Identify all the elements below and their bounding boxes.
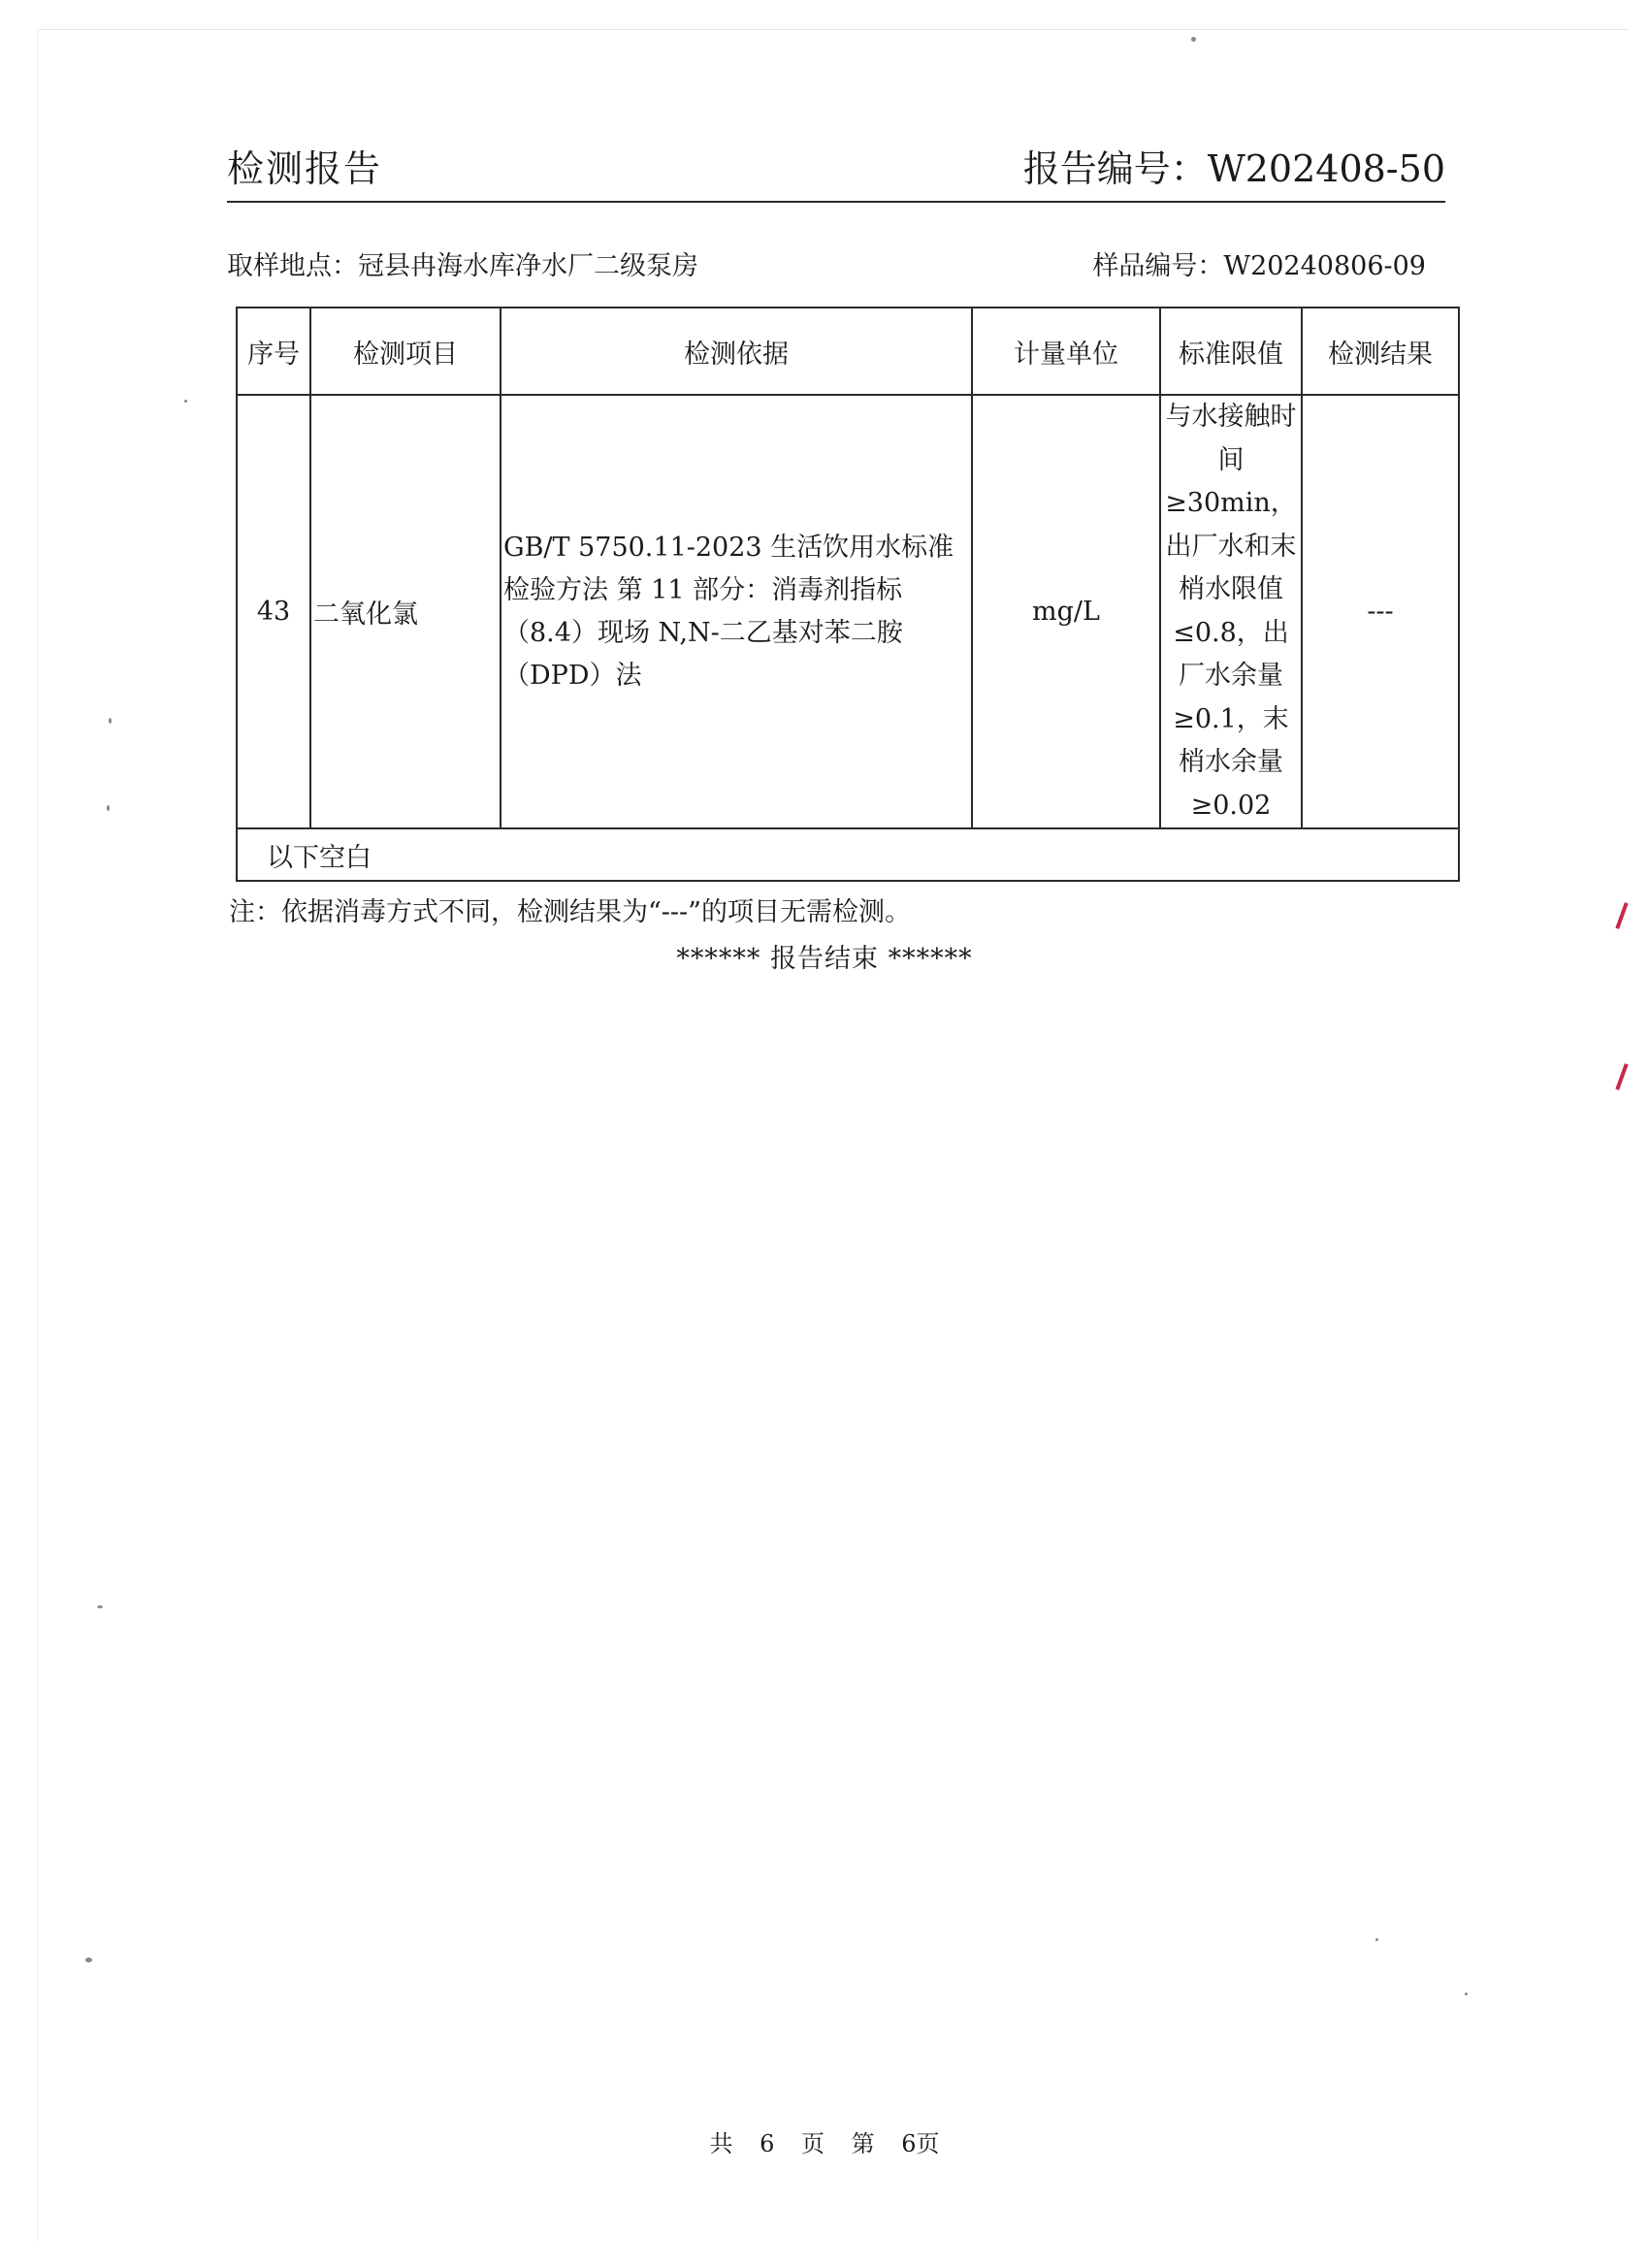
scan-speck: [107, 805, 110, 811]
cell-limit: 与水接触时间≥30min，出厂水和末梢水限值≤0.8，出厂水余量≥0.1，末梢水余量≥0.02: [1160, 395, 1302, 828]
results-table: [236, 307, 1460, 882]
scan-edge: [39, 29, 1630, 30]
header-divider: [227, 201, 1445, 203]
page-counter: 共 6 页 第 6页: [709, 2130, 940, 2157]
report-header: [227, 131, 1445, 191]
table-row-blank: [237, 828, 1459, 881]
column-header-item: 检测项目: [310, 308, 501, 395]
report-number: 报告编号：W202408-50: [1022, 147, 1445, 190]
red-stamp-edge: [1615, 902, 1628, 929]
cell-item: 二氧化氯: [310, 395, 501, 828]
scan-speck: [97, 1605, 103, 1608]
column-header-unit: 计量单位: [972, 308, 1160, 395]
scan-speck: [109, 718, 112, 724]
scan-speck: [184, 400, 187, 403]
cell-result: ---: [1302, 395, 1459, 828]
red-stamp-edge: [1615, 1063, 1628, 1090]
cell-unit: mg/L: [972, 395, 1160, 828]
scan-speck: [1465, 1993, 1468, 1995]
scan-speck: [85, 1958, 92, 1962]
blank-note: 以下空白: [237, 828, 1459, 881]
column-header-basis: 检测依据: [501, 308, 972, 395]
scan-edge: [37, 29, 38, 2241]
scan-speck: [1191, 37, 1196, 42]
sampling-location: 取样地点：冠县冉海水库净水厂二级泵房: [227, 251, 698, 281]
column-header-result: 检测结果: [1302, 308, 1459, 395]
scan-speck: [1375, 1938, 1378, 1941]
table-row: [237, 395, 1459, 828]
sample-number: 样品编号：W20240806-09: [1092, 251, 1426, 281]
cell-no: 43: [237, 395, 310, 828]
table-header-row: [237, 308, 1459, 395]
report-title: 检测报告: [227, 147, 383, 190]
cell-basis: GB/T 5750.11-2023 生活饮用水标准检验方法 第 11 部分：消毒剂指标（8.4）现场 N,N-二乙基对苯二胺（DPD）法: [501, 395, 972, 828]
footnote: 注：依据消毒方式不同，检测结果为“---”的项目无需检测。: [229, 897, 911, 927]
sample-meta: [227, 244, 1426, 283]
report-end-mark: ****** 报告结束 ******: [676, 944, 973, 974]
column-header-limit: 标准限值: [1160, 308, 1302, 395]
column-header-no: 序号: [237, 308, 310, 395]
